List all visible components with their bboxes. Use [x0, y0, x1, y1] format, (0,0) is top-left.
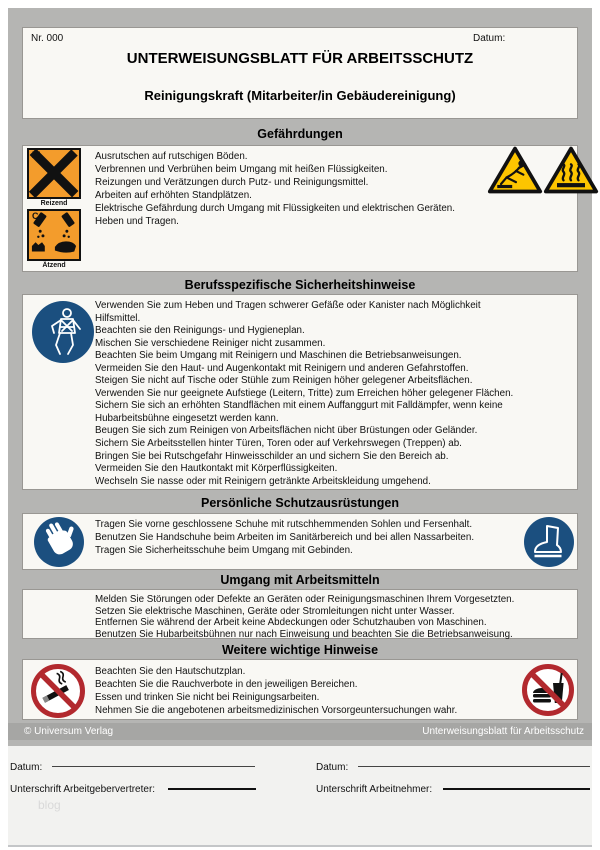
safety-harness-mandatory-icon: [31, 300, 95, 364]
date-field-employee[interactable]: [358, 754, 590, 767]
safety-line: Sichern Sie Arbeitsstellen hinter Türen, Toren oder auf Verkehrswegen (Treppen) ab.: [95, 438, 462, 450]
other-line: Nehmen Sie die angebotenen arbeitsmedizinischen Vorsorgeuntersuchungen wahr.: [95, 704, 458, 716]
irritant-xi-hazard-icon: [27, 148, 81, 199]
slip-hazard-warning-icon: [487, 145, 543, 195]
page-title: UNTERWEISUNGSBLATT FÜR ARBEITSSCHUTZ: [126, 50, 474, 67]
footer-doc-type: Unterweisungsblatt für Arbeitsschutz: [422, 726, 584, 737]
ppe-text: [95, 519, 505, 558]
safety-line: Beachten sie den Reinigungs- und Hygieneplan.: [95, 325, 305, 337]
safety-line: Beugen Sie sich zum Reinigen von Arbeitsflächen nicht über Brüstungen oder Geländer.: [95, 425, 478, 437]
safety-boots-mandatory-icon: [523, 516, 575, 568]
signature-area: [8, 746, 592, 847]
safety-line: Verwenden Sie zum Heben und Tragen schwerer Gefäße oder Kanister nach Möglichkeit: [95, 300, 481, 311]
other-line: Beachten Sie die Rauchverbote in den jeweiligen Bereichen.: [95, 678, 358, 690]
employee-signature-field[interactable]: [443, 776, 590, 790]
date-label-right: Datum:: [316, 762, 349, 773]
no-eating-drinking-prohibition-icon: [521, 663, 575, 717]
safety-line: Beachten Sie beim Umgang mit Reinigern und Maschinen die Betriebsanweisungen.: [95, 350, 462, 362]
hazard-line: Elektrische Gefährdung durch Umgang mit Flüssigkeiten und elektrischen Geräten.: [95, 202, 455, 214]
corrosive-caption: Ätzend: [42, 262, 66, 269]
safety-line: Steigen Sie nicht auf Tische oder Stühle zum Reinigen höher gelegener Arbeitsflächen.: [95, 375, 473, 387]
sheet-number: Nr. 000: [31, 33, 64, 44]
footer-publisher: © Universum Verlag: [24, 726, 114, 737]
ppe-line: Benutzen Sie Handschuhe beim Arbeiten im Sanitärbereich und bei allen Nassarbeiten.: [95, 531, 475, 543]
ppe-line: Tragen Sie Sicherheitsschuhe beim Umgang mit Gebinden.: [95, 544, 353, 556]
hazard-line: Verbrennen und Verbrühen beim Umgang mit heißen Flüssigkeiten.: [95, 163, 388, 175]
tools-panel: [22, 589, 578, 639]
safety-panel: [22, 294, 578, 490]
date-field-employer[interactable]: [52, 754, 255, 767]
section-title-hazards: Gefährdungen: [257, 127, 343, 141]
other-text: [95, 666, 505, 718]
hazard-line: Ausrutschen auf rutschigen Böden.: [95, 151, 248, 162]
date-label-left: Datum:: [10, 762, 43, 773]
no-smoking-prohibition-icon: [30, 663, 86, 719]
safety-line: Vermeiden Sie den Haut- und Augenkontakt mit Reinigern und anderen Gefahrstoffen.: [95, 362, 469, 374]
employer-signature-field[interactable]: [168, 776, 256, 790]
other-line: Essen und trinken Sie nicht bei Reinigungsarbeiten.: [95, 691, 320, 703]
safety-line: Hilfsmittel.: [95, 312, 141, 324]
tools-line: Entfernen Sie während der Arbeit keine Abdeckungen oder Schutzhauben von Maschinen.: [95, 617, 487, 629]
safety-line: Bringen Sie bei Rutschgefahr Hinweisschilder an und sichern Sie den Bereich ab.: [95, 450, 449, 462]
hand-protection-mandatory-icon: [33, 516, 85, 568]
hazard-line: Heben und Tragen.: [95, 215, 179, 227]
other-panel: [22, 659, 578, 720]
hazards-text: [95, 151, 500, 228]
watermark-text: blog: [38, 798, 61, 812]
section-title-tools: Umgang mit Arbeitsmitteln: [220, 573, 380, 587]
ppe-panel: [22, 513, 578, 570]
corrosive-code: C: [32, 211, 39, 221]
section-title-other: Weitere wichtige Hinweise: [221, 643, 379, 657]
header-box: [22, 27, 578, 119]
safety-line: Hubarbeitsbühne eingesetzt werden kann.: [95, 412, 279, 424]
section-title-ppe: Persönliche Schutzausrüstungen: [201, 496, 399, 510]
footer-bar: [8, 723, 592, 740]
safety-line: Verwenden Sie nur geeignete Aufstiege (Leitern, Tritte) zum Erreichen höher gelegener Flächen.: [95, 387, 514, 399]
tools-line: Setzen Sie elektrische Maschinen, Geräte oder Stromleitungen nicht unter Wasser.: [95, 605, 455, 617]
tools-line: Melden Sie Störungen oder Defekte an Geräten oder Reinigungsmaschinen Ihrem Vorgesetzten.: [95, 594, 515, 605]
safety-line: Vermeiden Sie den Hautkontakt mit Körperflüssigkeiten.: [95, 463, 338, 475]
other-line: Beachten Sie den Hautschutzplan.: [95, 666, 246, 677]
page-subtitle: Reinigungskraft (Mitarbeiter/in Gebäudereinigung): [144, 88, 456, 103]
ppe-line: Tragen Sie vorne geschlossene Schuhe mit rutschhemmenden Sohlen und Fersenhalt.: [95, 519, 473, 530]
irritant-caption: Reizend: [40, 200, 68, 207]
corrosive-c-hazard-icon: [27, 209, 81, 261]
safety-line: Mischen Sie verschiedene Reiniger nicht zusammen.: [95, 337, 326, 349]
safety-text: [95, 300, 573, 488]
hazard-line: Reizungen und Verätzungen durch Putz- und Reinigungsmittel.: [95, 176, 369, 188]
tools-line: Benutzen Sie Hubarbeitsbühnen nur nach Einweisung und beachten Sie die Betriebsanweisung.: [95, 628, 513, 640]
header-date-label: Datum:: [473, 33, 506, 44]
safety-line: Wechseln Sie nasse oder mit Reinigern getränkte Arbeitskleidung umgehend.: [95, 475, 431, 487]
employer-signature-label: Unterschrift Arbeitgebervertreter:: [10, 784, 156, 795]
tools-text: [95, 594, 573, 640]
hazard-line: Arbeiten auf erhöhten Standplätzen.: [95, 189, 252, 201]
employee-signature-label: Unterschrift Arbeitnehmer:: [316, 784, 433, 795]
section-title-safety: Berufsspezifische Sicherheitshinweise: [184, 278, 416, 292]
hot-surface-warning-icon: [543, 145, 599, 195]
irritant-code: Xi: [32, 150, 41, 160]
safety-line: Sichern Sie sich an erhöhten Standflächen mit einem Auffanggurt mit Falldämpfer, wenn keine: [95, 400, 503, 412]
